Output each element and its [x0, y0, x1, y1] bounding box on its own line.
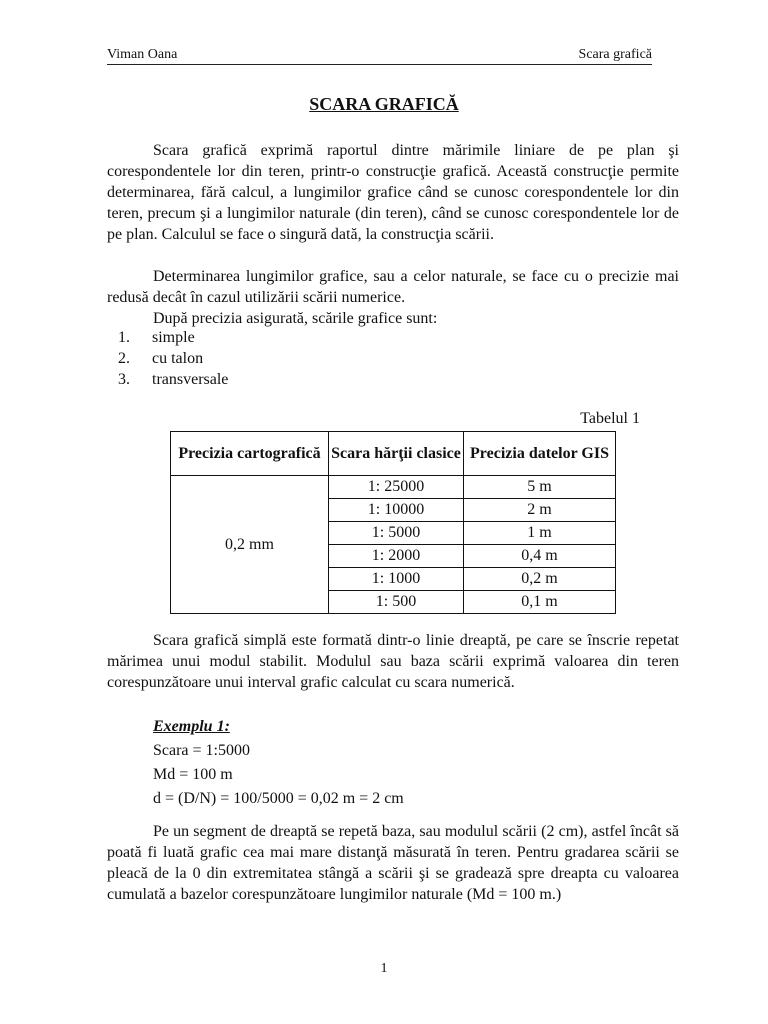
- gis-cell: 5 m: [464, 476, 616, 499]
- header-cell: Precizia cartografică: [171, 432, 329, 476]
- gis-cell: 2 m: [464, 499, 616, 522]
- scale-cell: 1: 5000: [329, 522, 464, 545]
- precision-table: [170, 431, 616, 614]
- list-text: cu talon: [152, 350, 204, 367]
- paragraph-2: [107, 266, 679, 308]
- gis-cell: 0,1 m: [464, 591, 616, 614]
- table-row: [171, 476, 616, 499]
- list-number: 3.: [118, 371, 130, 388]
- paragraph-4: [107, 630, 679, 693]
- list-item: [118, 327, 228, 348]
- table-caption: Tabelul 1: [580, 410, 640, 427]
- list-number: 2.: [118, 350, 130, 367]
- header-title: Scara grafică: [578, 47, 652, 62]
- paragraph-3: [107, 308, 679, 329]
- list-item: [118, 369, 228, 390]
- merged-precision-cell: 0,2 mm: [171, 476, 329, 614]
- table-header-row: [171, 432, 616, 476]
- paragraph-1: [107, 140, 679, 245]
- list-number: 1.: [118, 329, 130, 346]
- page-number: 1: [380, 961, 388, 976]
- list-text: simple: [152, 329, 195, 346]
- list-item: [118, 348, 228, 369]
- header-cell: Scara hărţii clasice: [329, 432, 464, 476]
- gis-cell: 0,4 m: [464, 545, 616, 568]
- scale-cell: 1: 1000: [329, 568, 464, 591]
- gis-cell: 0,2 m: [464, 568, 616, 591]
- page-header: [107, 47, 652, 65]
- scale-cell: 1: 500: [329, 591, 464, 614]
- paragraph-5: [107, 821, 679, 905]
- page-title: SCARA GRAFICĂ: [309, 94, 459, 114]
- paragraph-text: Determinarea lungimilor grafice, sau a celor naturale, se face cu o precizie mai redusă decât în cazul utilizării scării numerice.: [107, 268, 679, 306]
- scale-cell: 1: 2000: [329, 545, 464, 568]
- header-cell: Precizia datelor GIS: [464, 432, 616, 476]
- scale-types-list: [118, 327, 228, 390]
- paragraph-text: Pe un segment de dreaptă se repetă baza, sau modulul scării (2 cm), astfel încât să poată fi luată grafic cea mai mare distanţă măsurată în teren. Pentru gradarea scării se pleacă de la 0 din extremitatea stângă a scării şi se gradează spre dreapta cu valoarea cumulată a bazelor corespunzătoare lungimilor naturale (Md = 100 m.): [107, 823, 679, 903]
- scale-cell: 1: 10000: [329, 499, 464, 522]
- paragraph-text: Scara grafică simplă este formată dintr-o linie dreaptă, pe care se înscrie repetat mărimea unui modul stabilit. Modulul sau baza scării exprimă valoarea din teren corespunzătoare unui interval grafic calculat cu scara numerică.: [107, 632, 679, 691]
- header-author: Viman Oana: [107, 47, 178, 62]
- example-line: d = (D/N) = 100/5000 = 0,02 m = 2 cm: [153, 790, 404, 807]
- example-line: Md = 100 m: [153, 766, 233, 783]
- example-line: Scara = 1:5000: [153, 742, 250, 759]
- paragraph-text: După precizia asigurată, scările grafice sunt:: [153, 310, 438, 327]
- example-title: Exemplu 1:: [153, 718, 230, 735]
- example-block: [153, 715, 404, 811]
- gis-cell: 1 m: [464, 522, 616, 545]
- paragraph-text: Scara grafică exprimă raportul dintre mărimile liniare de pe plan şi corespondentele lor din teren, printr-o construcţie grafică. Această construcţie permite determinarea, fără calcul, a lungimilor grafice când se cunosc corespondentele lor din teren, precum şi a lungimilor naturale (din teren), când se cunosc corespondentele lor de pe plan. Calculul se face o singură dată, la construcţia scării.: [107, 142, 679, 243]
- list-text: transversale: [152, 371, 229, 388]
- scale-cell: 1: 25000: [329, 476, 464, 499]
